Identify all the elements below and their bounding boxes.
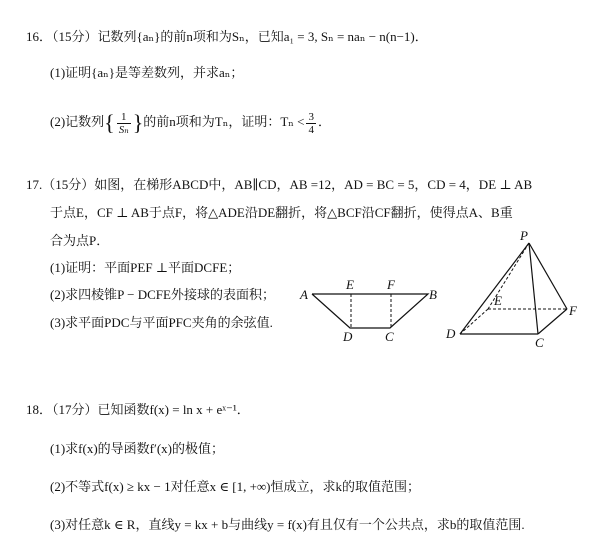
fraction-denominator: Sₙ	[118, 123, 129, 136]
q17-line3: 合为点P．	[50, 233, 110, 248]
label-F: F	[387, 277, 395, 292]
label-D: D	[343, 329, 353, 344]
label-C: C	[535, 335, 544, 350]
fraction-numerator: 3	[308, 110, 314, 123]
label-C: C	[385, 329, 394, 344]
fraction-denominator: 4	[308, 123, 314, 136]
label-B: B	[429, 287, 437, 302]
label-E: E	[346, 277, 354, 292]
q18-part3: (3)对任意k ∈ R，直线y = kx + b与曲线y = f(x)有且仅有一个公共点，求b的取值范围.	[50, 517, 525, 532]
label-F: F	[569, 303, 577, 318]
q16-header: 16．（15分）记数列{aₙ}的前n项和为Sₙ，已知a₁ = 3, Sₙ = naₙ − n(n−1)．	[26, 29, 428, 44]
trapezoid-outline	[312, 294, 428, 328]
q17-part2: (2)求四棱锥P − DCFE外接球的表面积；	[50, 287, 275, 302]
q16-part2-prefix: (2)记数列	[50, 114, 105, 129]
edge-ED-hidden	[460, 309, 488, 334]
label-P: P	[520, 228, 528, 243]
q18-part1: (1)求f(x)的导函数f′(x)的极值；	[50, 441, 224, 456]
q16-part2-end: ．	[317, 114, 331, 129]
edge-CF	[538, 309, 567, 334]
label-E: E	[494, 293, 502, 308]
q17-line2: 于点E，CF ⊥ AB于点F，将△ADE沿DE翻折，将△BCF沿CF翻折，使得点A、B重	[50, 205, 513, 220]
q17-part3: (3)求平面PDC与平面PFC夹角的余弦值.	[50, 315, 273, 330]
q17-part1: (1)证明：平面PEF ⊥平面DCFE；	[50, 260, 241, 275]
edge-PD	[460, 243, 529, 334]
q17-line1: 17.（15分）如图，在梯形ABCD中，AB∥CD，AB =12，AD = BC = 5，CD = 4，DE ⊥ AB	[26, 177, 533, 192]
pyramid-figure	[445, 228, 578, 350]
left-brace: {	[104, 110, 115, 136]
right-brace: }	[132, 110, 144, 136]
q16-part1: (1)证明{aₙ}是等差数列，并求aₙ；	[50, 65, 244, 80]
fraction-numerator: 1	[117, 111, 131, 124]
q18-part2: (2)不等式f(x) ≥ kx − 1对任意x ∈ [1, +∞)恒成立，求k的取值范围；	[50, 479, 420, 494]
q16-part2-middle: 的前n项和为Tₙ，证明：Tₙ <	[143, 114, 305, 129]
trapezoid-figure	[299, 277, 437, 344]
label-D: D	[446, 326, 456, 341]
q18-header: 18．（17分）已知函数f(x) = ln x + eˣ⁻¹．	[26, 402, 250, 417]
label-A: A	[300, 287, 308, 302]
